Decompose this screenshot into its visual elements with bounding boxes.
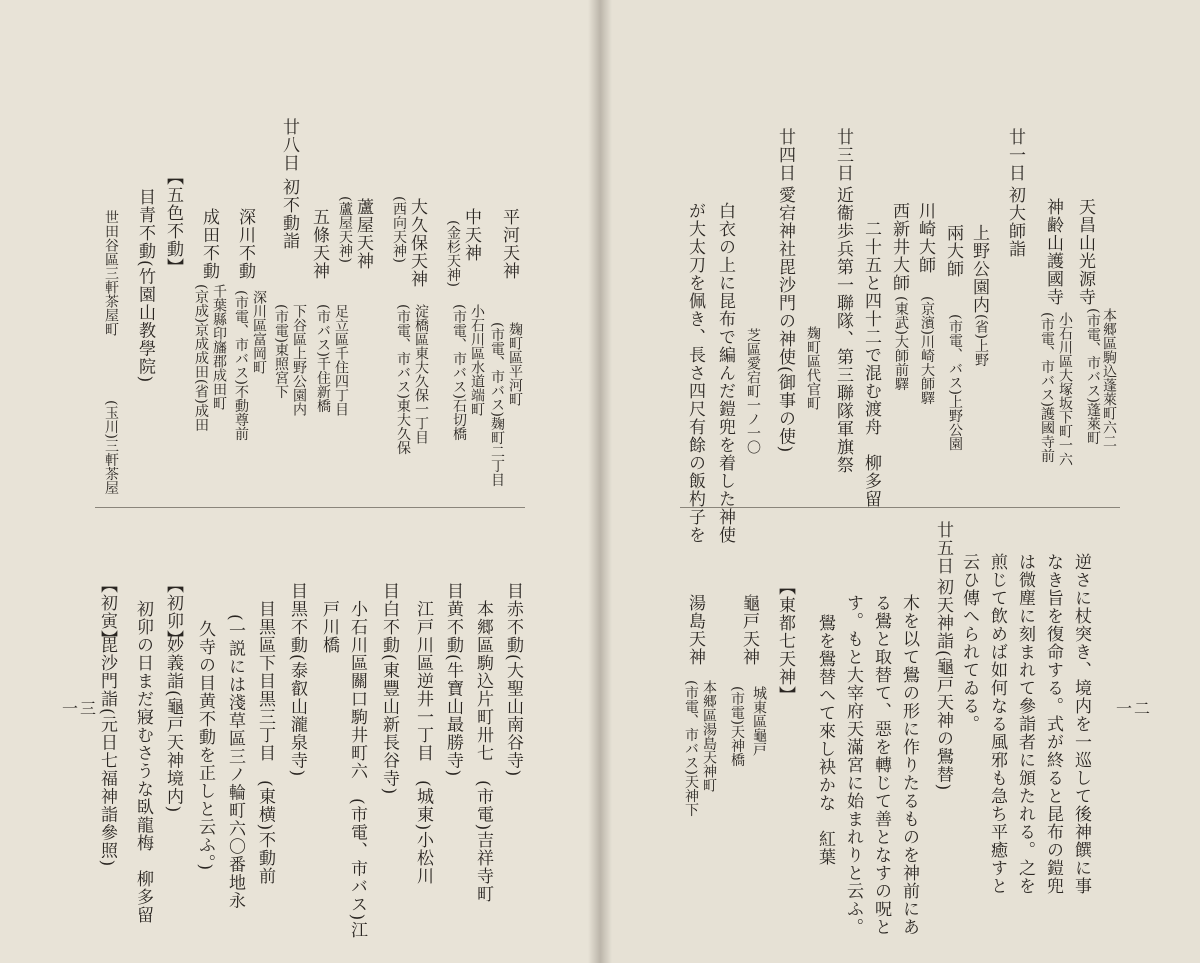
entry-mejiro-fudo: 目白不動(東豐山新長谷寺): [379, 582, 399, 796]
body-text-line: なき旨を復命する。式が終ると昆布の鎧兜: [1043, 553, 1063, 895]
note-address: 麹町區平河町: [507, 322, 523, 406]
note-address: 城東區龜戸: [751, 686, 767, 756]
body-text-line: す。もと大宰府天滿宮に始まれりと云ふ。: [843, 594, 863, 936]
heading-hatsu-daishi: 初大師詣: [1005, 186, 1025, 258]
heading-toto-seven-tenjin: 【東都七天神】: [775, 578, 795, 704]
note-transit: (玉川)三軒茶屋: [103, 400, 119, 495]
address-line: 小石川區關口駒井町六 (市電、市バス)江: [347, 600, 367, 940]
entry-meguro-fudo: 目黒不動(泰叡山瀧泉寺): [287, 582, 307, 778]
note-line: (一説には淺草區三ノ輪町六〇番地永: [225, 614, 245, 910]
note-transit: (市電、市バス)東大久保: [395, 304, 411, 455]
note-transit: (省)上野: [973, 314, 989, 367]
note-transit: (市バス)千住新橋: [315, 304, 331, 413]
entry-kawasaki-daishi: 川崎大師: [915, 202, 935, 274]
heading-hatsu-fudo: 初不動詣: [279, 178, 299, 250]
note-address: 千葉縣印旛郡成田町: [211, 284, 227, 410]
note-transit: (京成)京成成田(省)成田: [193, 284, 209, 432]
note-line: 久寺の目黄不動を正しと云ふ。): [195, 620, 215, 872]
note-transit: (京濱)川崎大師驛: [919, 296, 935, 405]
date-23: 廿三日: [833, 128, 853, 182]
note-transit: (市電、市バス)護國寺前: [1039, 312, 1055, 463]
note-address: 淀橋區東大久保一丁目: [413, 304, 429, 444]
address-line: 戸川橋: [319, 600, 339, 654]
page-number-right: 一二: [1116, 699, 1153, 718]
note-address: 世田谷區三軒茶屋町: [103, 210, 119, 336]
entry-myogi-mode: 妙義詣(龜戸天神境内): [163, 636, 183, 814]
note-transit: (市電、市バス)蓬萊町: [1085, 308, 1101, 445]
body-text-line: は微塵に刻まれて參詣者に頒たれる。之を: [1015, 553, 1035, 895]
entry-ashiya-tenjin: 蘆屋天神: [353, 198, 373, 270]
note-address: 足立區千住四丁目: [333, 304, 349, 416]
note-address: 深川區富岡町: [251, 290, 267, 374]
note-transit: (市電、市バス)麹町二丁目: [489, 322, 505, 487]
body-text-line: 云ひ傳へられてゐる。: [959, 553, 979, 733]
body-text-line: が大太刀を佩き、長さ四尺有餘の飯杓子を: [685, 202, 705, 544]
entry-kameido-tenjin: 龜戸天神: [739, 594, 759, 666]
note-address: 小石川區大塚坂下町一六: [1057, 312, 1073, 466]
page-number-left: 一三: [62, 699, 99, 718]
note-transit: (東武)大師前驛: [893, 296, 909, 391]
entry-fukagawa-fudo: 深川不動: [235, 208, 255, 280]
heading-hatsu-tenjin: 初天神詣(龜戸天神の鷽替): [933, 578, 953, 792]
date-21: 廿一日: [1005, 128, 1025, 182]
body-text-line: 木を以て鷽の形に作りたるものを神前にあ: [899, 594, 919, 936]
note-address: 本郷區湯島天神町: [701, 680, 717, 792]
note-transit: (市電、市バス)不動尊前: [233, 290, 249, 441]
entry-hirakawa-tenjin: 平河天神: [499, 208, 519, 280]
note-transit: (市電)天神橋: [729, 686, 745, 767]
date-25: 廿五日: [933, 521, 953, 575]
address-line: 目黒區下目黒三丁目 (東横)不動前: [255, 600, 275, 886]
note-address: 小石川區水道端町: [469, 304, 485, 416]
note-address: 麹町區代官町: [805, 326, 821, 410]
entry-narita-fudo: 成田不動: [199, 208, 219, 280]
note-transit: (市電、市バス)石切橋: [451, 304, 467, 441]
entry-naka-tenjin: 中天神: [461, 208, 481, 262]
note-alias: (西向天神): [391, 196, 407, 263]
note-transit: (市電)東照宮下: [273, 304, 289, 399]
entry-meki-fudo: 目黄不動(牛寶山最勝寺): [443, 582, 463, 778]
note-alias: (蘆屋天神): [337, 196, 353, 263]
date-24: 廿四日: [775, 128, 795, 182]
entry-ryodaishi: 兩大師: [943, 224, 963, 278]
entry-okubo-tenjin: 大久保天神: [407, 198, 427, 288]
note-address: 芝區愛宕町一ノ一〇: [745, 328, 761, 454]
heading-hatsu-u: 【初卯】: [163, 576, 183, 648]
entry-bishamon-mode: 毘沙門詣(元日七福神詣參照): [97, 636, 117, 868]
entry-yushima-tenjin: 湯島天神: [685, 594, 705, 666]
entry-gojo-tenjin: 五條天神: [309, 208, 329, 280]
entry-meao-fudo: 目青不動(竹園山教學院): [135, 188, 155, 384]
body-text-line: 逆さに杖突き、境内を一巡して後神饌に事: [1071, 553, 1091, 895]
date-28: 廿八日: [279, 118, 299, 172]
right-page-divider: [680, 507, 1120, 508]
note-transit: (市電、市バス)天神下: [683, 680, 699, 817]
note-alias: (金杉天神): [445, 220, 461, 287]
entry-meaka-fudo: 目赤不動(大聖山南谷寺): [503, 582, 523, 778]
book-gutter: [588, 0, 612, 963]
heading-hatsu-tora: 【初寅】: [97, 576, 117, 648]
body-text-line: 白衣の上に昆布で編んだ鎧兜を着した神使: [715, 202, 735, 544]
entry-regiment-festival: 近衞歩兵第一聯隊、第三聯隊軍旗祭: [833, 186, 853, 474]
left-page-divider: [95, 507, 525, 508]
senryu-ferry: 二十五と四十二で混む渡舟 柳多留: [861, 220, 881, 508]
body-text-line: る鷽と取替て、惡を轉じて善となすの呪と: [871, 594, 891, 936]
heading-five-color-fudo: 【五色不動】: [163, 168, 183, 276]
body-text-line: 煎じて飲めば如何なる風邪も急ち平癒すと: [987, 553, 1007, 895]
entry-gokokuji: 神齢山護國寺: [1043, 198, 1063, 306]
address-line: 本郷區駒込片町卅七 (市電)吉祥寺町: [473, 600, 493, 904]
note-address: 本郷區駒込蓬萊町六二: [1101, 308, 1117, 448]
entry-ueno-park: 上野公園内: [969, 224, 989, 314]
senryu-garyubai: 初卯の日まだ寢むさうな臥龍梅 柳多留: [133, 600, 153, 924]
haiku-koyo: 鷽を鷽替へて來し袂かな 紅葉: [815, 614, 835, 866]
note-transit: (市電、バス)上野公園: [947, 314, 963, 451]
address-line: 江戸川區逆井一丁目 (城東)小松川: [413, 600, 433, 886]
entry-atago-bishamon: 愛宕神社毘沙門の神使(御事の使): [775, 186, 795, 454]
entry-nishiarai-daishi: 西新井大師: [889, 202, 909, 292]
note-address: 下谷區上野公園内: [291, 304, 307, 416]
entry-koganji: 天昌山光源寺: [1075, 198, 1095, 306]
